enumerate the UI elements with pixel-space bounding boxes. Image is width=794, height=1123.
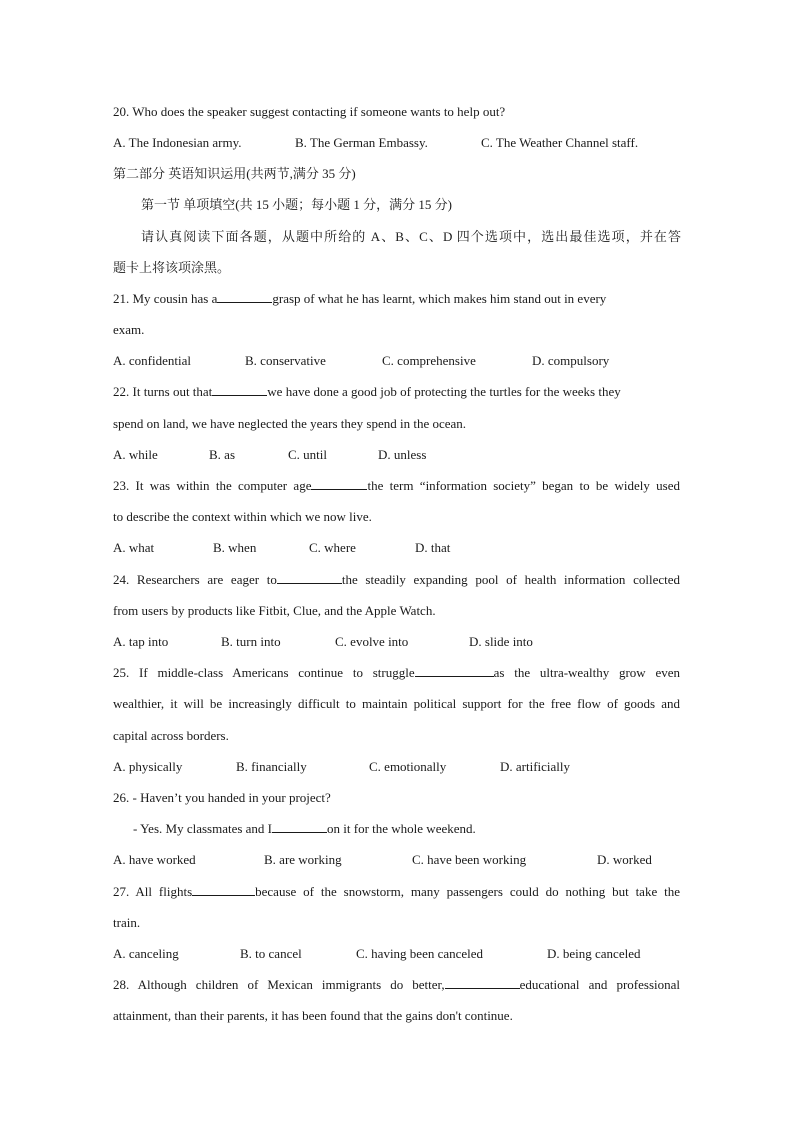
q26-option-d: D. worked	[597, 852, 652, 867]
q25-stem	[113, 664, 680, 682]
q26-blank	[272, 820, 327, 833]
q28-stem-post: educational and professional	[519, 977, 680, 992]
q27-blank	[192, 883, 255, 896]
q21-stem-post: grasp of what he has learnt, which makes him stand out in every	[272, 291, 607, 306]
q24-stem	[113, 571, 680, 589]
q25-option-d: D. artificially	[500, 759, 571, 774]
q24-option-c: C. evolve into	[335, 634, 409, 649]
q23-option-b: B. when	[213, 540, 257, 555]
q20-option-c: C. The Weather Channel staff.	[481, 135, 639, 150]
q26-option-b: B. are working	[264, 852, 342, 867]
q22-option-a: A. while	[113, 447, 158, 462]
q25-stem-line2: wealthier, it will be increasingly difficult to maintain political support for the free flow of goods and	[113, 696, 680, 711]
q23-option-a: A. what	[113, 540, 155, 555]
q26-stem: 26. - Haven’t you handed in your project?	[113, 790, 331, 805]
q22-option-d: D. unless	[378, 447, 427, 462]
q20-option-b: B. The German Embassy.	[295, 135, 428, 150]
q25-option-c: C. emotionally	[369, 759, 447, 774]
q24-option-d: D. slide into	[469, 634, 533, 649]
q28-blank	[445, 976, 520, 989]
q26-response-pre: - Yes. My classmates and I	[133, 821, 273, 836]
q23-stem-line2: to describe the context within which we now live.	[113, 509, 372, 524]
q25-option-b: B. financially	[236, 759, 307, 774]
instruction-line-2: 题卡上将该项涂黑。	[113, 260, 231, 275]
q26-option-c: C. have been working	[412, 852, 527, 867]
part2-heading: 第二部分 英语知识运用(共两节,满分 35 分)	[113, 166, 356, 181]
q20-stem: 20. Who does the speaker suggest contacting if someone wants to help out?	[113, 104, 506, 119]
q23-blank	[311, 477, 367, 490]
q25-blank	[415, 664, 494, 677]
q24-stem-line2: from users by products like Fitbit, Clue, and the Apple Watch.	[113, 603, 436, 618]
q24-option-a: A. tap into	[113, 634, 169, 649]
q27-stem-line2: train.	[113, 915, 141, 930]
section1-heading: 第一节 单项填空(共 15 小题；每小题 1 分，满分 15 分)	[141, 197, 452, 212]
q23-stem-pre: 23. It was within the computer age	[113, 478, 312, 493]
q21-option-a: A. confidential	[113, 353, 191, 368]
q27-option-b: B. to cancel	[240, 946, 302, 961]
q26-response-post: on it for the whole weekend.	[327, 821, 476, 836]
q24-stem-post: the steadily expanding pool of health information collected	[341, 572, 680, 587]
q22-option-c: C. until	[288, 447, 328, 462]
q22-stem-line2: spend on land, we have neglected the years they spend in the ocean.	[113, 416, 467, 431]
q25-stem-pre: 25. If middle-class Americans continue to struggle	[113, 665, 415, 680]
q24-option-b: B. turn into	[221, 634, 281, 649]
q21-stem-line2: exam.	[113, 322, 145, 337]
q22-blank	[212, 383, 267, 396]
q24-blank	[277, 571, 342, 584]
q24-stem-pre: 24. Researchers are eager to	[113, 572, 277, 587]
q22-stem-post: we have done a good job of protecting the turtles for the weeks they	[267, 384, 621, 399]
q22-option-b: B. as	[209, 447, 235, 462]
q27-option-d: D. being canceled	[547, 946, 641, 961]
q21-stem-pre: 21. My cousin has a	[113, 291, 218, 306]
q23-stem	[113, 477, 680, 495]
q26-option-a: A. have worked	[113, 852, 196, 867]
q23-stem-post: the term “information society” began to be widely used	[367, 478, 680, 493]
q25-stem-line3: capital across borders.	[113, 728, 229, 743]
q27-stem-pre: 27. All flights	[113, 884, 193, 899]
q27-stem	[113, 883, 680, 901]
q25-option-a: A. physically	[113, 759, 183, 774]
q20-option-a: A. The Indonesian army.	[113, 135, 242, 150]
q21-option-d: D. compulsory	[532, 353, 610, 368]
q23-option-c: C. where	[309, 540, 356, 555]
q23-option-d: D. that	[415, 540, 451, 555]
instruction-line-1: 请认真阅读下面各题，从题中所给的 A、B、C、D 四个选项中，选出最佳选项，并在答	[141, 229, 681, 244]
q27-option-c: C. having been canceled	[356, 946, 484, 961]
q21-stem	[113, 290, 606, 308]
q22-stem	[113, 383, 621, 401]
q21-blank	[217, 290, 272, 303]
q28-stem-pre: 28. Although children of Mexican immigrants do better,	[113, 977, 445, 992]
q28-stem	[113, 976, 680, 994]
q27-stem-post: because of the snowstorm, many passengers could do nothing but take the	[255, 884, 680, 899]
q22-stem-pre: 22. It turns out that	[113, 384, 213, 399]
q21-option-b: B. conservative	[245, 353, 326, 368]
q25-stem-post: as the ultra-wealthy grow even	[493, 665, 680, 680]
q28-stem-line2: attainment, than their parents, it has been found that the gains don't continue.	[113, 1008, 513, 1023]
q26-response	[133, 820, 476, 838]
q21-option-c: C. comprehensive	[382, 353, 476, 368]
q27-option-a: A. canceling	[113, 946, 179, 961]
